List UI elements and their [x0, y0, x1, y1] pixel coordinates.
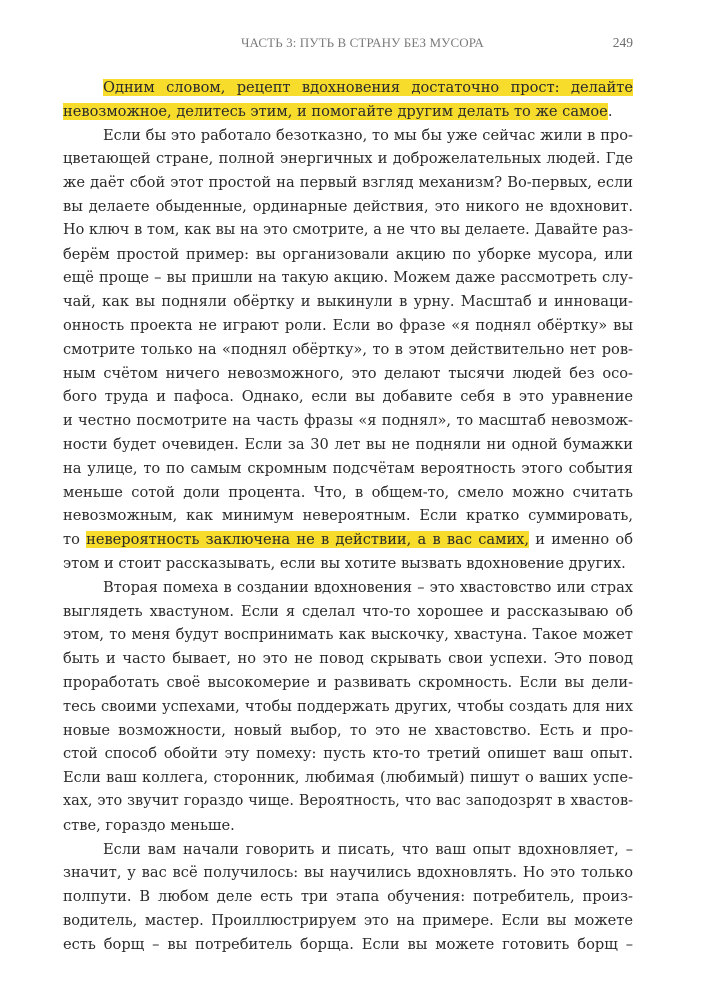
text-line	[63, 481, 633, 505]
line-text: берём простой пример: вы организовали акцию по уборке мусора, или	[63, 245, 633, 263]
text-line	[63, 290, 633, 314]
line-text: стой способ обойти эту помеху: пусть кто-то третий опишет ваш опыт.	[63, 745, 633, 763]
line-text: водитель, мастер. Проиллюстрируем это на примере. Если вы можете	[63, 911, 633, 929]
text-line	[63, 409, 633, 433]
line-text: хах, это звучит гораздо чище. Вероятность, что вас заподозрят в хвастов-	[63, 792, 633, 809]
line-text: цветающей стране, полной энергичных и доброжелательных людей. Где	[63, 150, 633, 168]
line-post: .	[607, 102, 613, 120]
text-line	[63, 243, 633, 267]
line-text: же даёт сбой этот простой на первый взгляд механизм? Во-первых, если	[63, 174, 633, 192]
text-line	[63, 338, 633, 362]
line-text: смотрите только на «поднял обёртку», то в этом действительно нет ров-	[63, 340, 633, 358]
text-line	[63, 100, 633, 124]
text-line	[63, 433, 633, 457]
text-line	[63, 766, 633, 790]
text-line	[63, 600, 633, 624]
text-line	[63, 814, 633, 838]
text-line	[63, 195, 633, 219]
text-line	[63, 266, 633, 290]
text-line	[63, 504, 633, 528]
highlighted-text[interactable]: невозможное, делитесь этим, и помогайте другим делать то же самое	[63, 102, 608, 120]
line-text: Если вам начали говорить и писать, что ваш опыт вдохновляет, –	[103, 840, 633, 858]
line-text: тесь своими успехами, чтобы поддержать других, чтобы создать для них	[63, 697, 633, 715]
running-header-title: ЧАСТЬ 3: ПУТЬ В СТРАНУ БЕЗ МУСОРА	[241, 35, 484, 50]
line-text: этом и стоит рассказывать, если вы хотите вызвать вдохновение других.	[63, 554, 626, 572]
text-line	[63, 147, 633, 171]
line-text: меньше сотой доли процента. Что, в общем-то, смело можно считать	[63, 483, 633, 501]
line-text: проработать своё высокомерие и развивать скромность. Если вы дели-	[63, 673, 633, 691]
line-text: и честно посмотрите на часть фразы «я поднял», то масштаб невозмож-	[63, 412, 633, 430]
body-text	[63, 76, 633, 956]
text-line	[63, 457, 633, 481]
line-text: выглядеть хвастуном. Если я сделал что-то хорошее и рассказываю об	[63, 602, 633, 620]
line-text: этом, то меня будут воспринимать как выскочку, хвастуна. Такое может	[63, 626, 633, 644]
text-line	[63, 647, 633, 671]
line-text: Но ключ в том, как вы на это смотрите, а не что вы делаете. Давайте раз-	[63, 221, 633, 238]
line-text: есть борщ – вы потребитель борща. Если вы можете готовить борщ –	[63, 935, 633, 953]
line-text: бого труда и пафоса. Однако, если вы добавите себя в это уравнение	[63, 388, 633, 406]
line-text: стве, гораздо меньше.	[63, 816, 235, 834]
text-line	[63, 861, 633, 885]
line-text: ещё проще – вы пришли на такую акцию. Можем даже рассмотреть слу-	[63, 269, 633, 287]
line-text: полпути. В любом деле есть три этапа обучения: потребитель, произ-	[63, 888, 633, 906]
text-line	[63, 362, 633, 386]
text-line	[63, 838, 633, 862]
text-line	[63, 623, 633, 647]
text-line	[63, 695, 633, 719]
text-line	[63, 124, 633, 148]
line-pre: то	[63, 531, 87, 549]
line-text: Если ваш коллега, сторонник, любимая (любимый) пишут о ваших успе-	[63, 769, 633, 787]
highlighted-text[interactable]: невероятность заключена не в действии, а в вас самих,	[86, 531, 530, 549]
highlighted-text[interactable]: Одним словом, рецепт вдохновения достаточно прост: делайте	[103, 79, 633, 96]
line-text: вы делаете обыденные, ординарные действия, это никого не вдохновит.	[63, 197, 633, 215]
text-line	[63, 528, 633, 552]
line-text: новые возможности, новый выбор, то это не хвастовство. Есть и про-	[63, 721, 633, 739]
text-line	[63, 885, 633, 909]
text-line	[63, 719, 633, 743]
line-text: на улице, то по самым скромным подсчётам вероятность этого события	[63, 459, 633, 477]
text-line	[63, 76, 633, 100]
text-line	[63, 671, 633, 695]
text-line	[63, 909, 633, 933]
text-line	[63, 576, 633, 600]
text-line	[63, 219, 633, 243]
text-line	[63, 171, 633, 195]
line-text: Вторая помеха в создании вдохновения – это хвастовство или страх	[103, 578, 633, 596]
page-number: 249	[612, 35, 633, 50]
line-text: ным счётом ничего невозможного, это делают тысячи людей без осо-	[63, 364, 633, 382]
line-text: ности будет очевиден. Если за 30 лет вы не подняли ни одной бумажки	[63, 435, 633, 453]
text-line	[63, 552, 633, 576]
line-text: чай, как вы подняли обёртку и выкинули в урну. Масштаб и инноваци-	[63, 293, 633, 311]
text-line	[63, 314, 633, 338]
line-text: невозможным, как минимум невероятным. Если кратко суммировать,	[63, 507, 633, 525]
line-post: и именно об	[529, 531, 633, 549]
line-text: Если бы это работало безотказно, то мы бы уже сейчас жили в про-	[103, 126, 633, 144]
text-line	[63, 742, 633, 766]
line-text: быть и часто бывает, но это не повод скрывать свои успехи. Это повод	[63, 650, 633, 668]
text-line	[63, 933, 633, 957]
text-line	[63, 790, 633, 814]
text-line	[63, 385, 633, 409]
line-text: значит, у вас всё получилось: вы научились вдохновлять. Но это только	[63, 864, 633, 882]
line-text: онность проекта не играют роли. Если во фразе «я поднял обёртку» вы	[63, 316, 633, 334]
